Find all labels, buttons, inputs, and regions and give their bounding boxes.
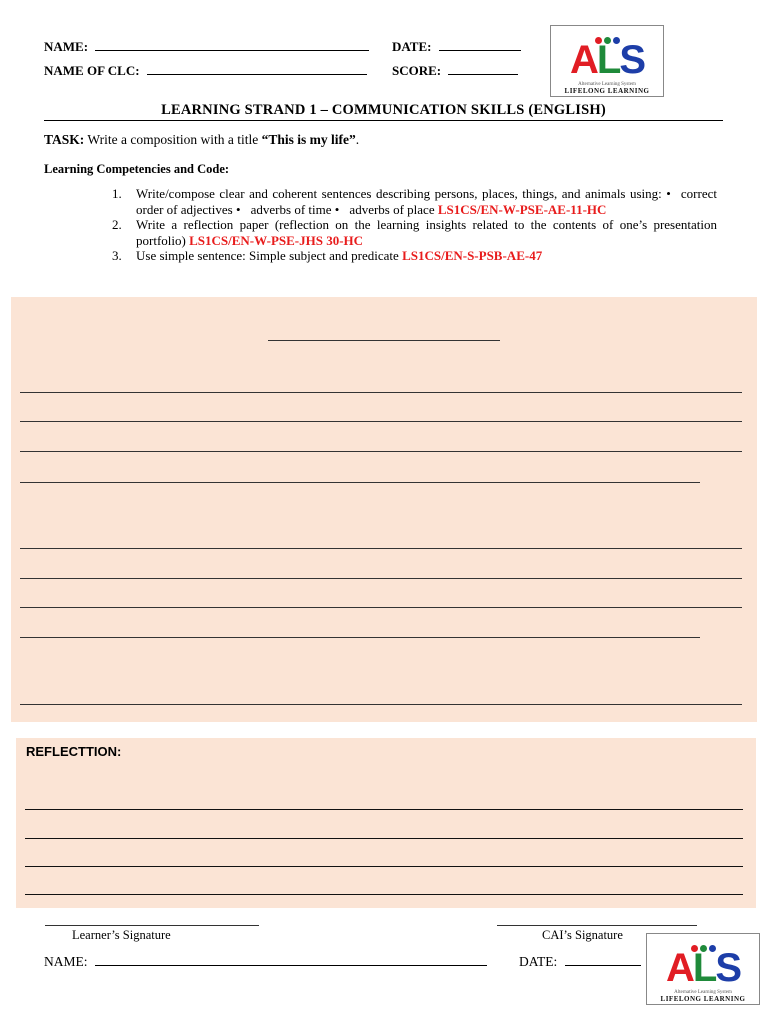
task-label: TASK:	[44, 132, 85, 147]
competency-code: LS1CS/EN-W-PSE-AE-11-HC	[437, 201, 607, 217]
competency-item	[112, 248, 717, 264]
writing-line[interactable]	[20, 578, 742, 579]
item-text: Use simple sentence: Simple subject and predicate	[136, 248, 403, 263]
footer-date-blank[interactable]	[565, 953, 641, 966]
cai-signature-line[interactable]	[497, 925, 697, 926]
learner-signature-line[interactable]	[45, 925, 259, 926]
reflection-line[interactable]	[25, 809, 743, 810]
page-title: LEARNING STRAND 1 – COMMUNICATION SKILLS (ENGLISH)	[161, 102, 606, 118]
score-blank[interactable]	[448, 62, 518, 75]
logo-subtitle: Alternative Learning System	[674, 990, 732, 995]
reflection-area[interactable]	[16, 738, 756, 908]
item-number: 1.	[112, 186, 122, 201]
logo-footer: LIFELONG LEARNING	[660, 995, 746, 1003]
clc-label: NAME OF CLC:	[44, 63, 140, 78]
title-rule	[44, 120, 723, 121]
name-label: NAME:	[44, 39, 89, 54]
writing-line[interactable]	[20, 482, 700, 483]
task-end: .	[355, 132, 360, 147]
clc-blank[interactable]	[147, 62, 367, 75]
reflection-line[interactable]	[25, 894, 743, 895]
writing-line[interactable]	[20, 607, 742, 608]
composition-area[interactable]	[11, 297, 757, 722]
date-label: DATE:	[392, 39, 432, 54]
competency-code: LS1CS/EN-W-PSE-JHS 30-HC	[189, 232, 364, 248]
footer-date-field[interactable]	[519, 953, 641, 970]
item-text: Write a reflection paper (reflection on the learning insights related to the contents of one’s presentation portfolio)	[136, 217, 717, 248]
date-blank[interactable]	[439, 38, 521, 51]
writing-line[interactable]	[20, 392, 742, 393]
writing-line[interactable]	[20, 451, 742, 452]
footer-name-blank[interactable]	[95, 953, 487, 966]
reflection-line[interactable]	[25, 866, 743, 867]
item-text: Write/compose clear and coherent sentences describing persons, places, things, and animals using: • correct order of adjectives • adverbs of time • adverbs of place	[136, 186, 717, 217]
logo-wordmark: ALS	[569, 38, 644, 82]
competency-item	[112, 186, 717, 217]
writing-line[interactable]	[20, 421, 742, 422]
clc-field[interactable]	[44, 62, 367, 79]
footer-name-label: NAME:	[44, 954, 88, 969]
competency-list	[112, 186, 717, 264]
footer-date-label: DATE:	[519, 954, 558, 969]
cai-signature-label: CAI’s Signature	[542, 928, 623, 942]
reflection-label: REFLECTTION:	[26, 744, 122, 759]
item-number: 2.	[112, 217, 122, 232]
footer-name-field[interactable]	[44, 953, 487, 970]
composition-title-line[interactable]	[268, 340, 500, 341]
competency-item	[112, 217, 717, 248]
writing-line[interactable]	[20, 637, 700, 638]
task-line	[44, 132, 359, 148]
score-field[interactable]	[392, 62, 518, 79]
learner-signature-label: Learner’s Signature	[72, 928, 171, 942]
writing-line[interactable]	[20, 704, 742, 705]
als-logo-bottom	[646, 933, 760, 1005]
name-blank[interactable]	[95, 38, 369, 51]
name-field[interactable]	[44, 38, 369, 55]
task-title: “This is my life”	[261, 132, 356, 147]
task-text: Write a composition with a title	[84, 132, 262, 147]
item-number: 3.	[112, 248, 122, 263]
writing-line[interactable]	[20, 548, 742, 549]
logo-footer: LIFELONG LEARNING	[564, 87, 650, 95]
competency-code: LS1CS/EN-S-PSB-AE-47	[402, 248, 543, 263]
date-field[interactable]	[392, 38, 521, 55]
score-label: SCORE:	[392, 63, 442, 78]
reflection-line[interactable]	[25, 838, 743, 839]
logo-subtitle: Alternative Learning System	[578, 82, 636, 87]
competencies-heading: Learning Competencies and Code:	[44, 162, 230, 176]
logo-wordmark: ALS	[665, 946, 740, 990]
als-logo-top	[550, 25, 664, 97]
